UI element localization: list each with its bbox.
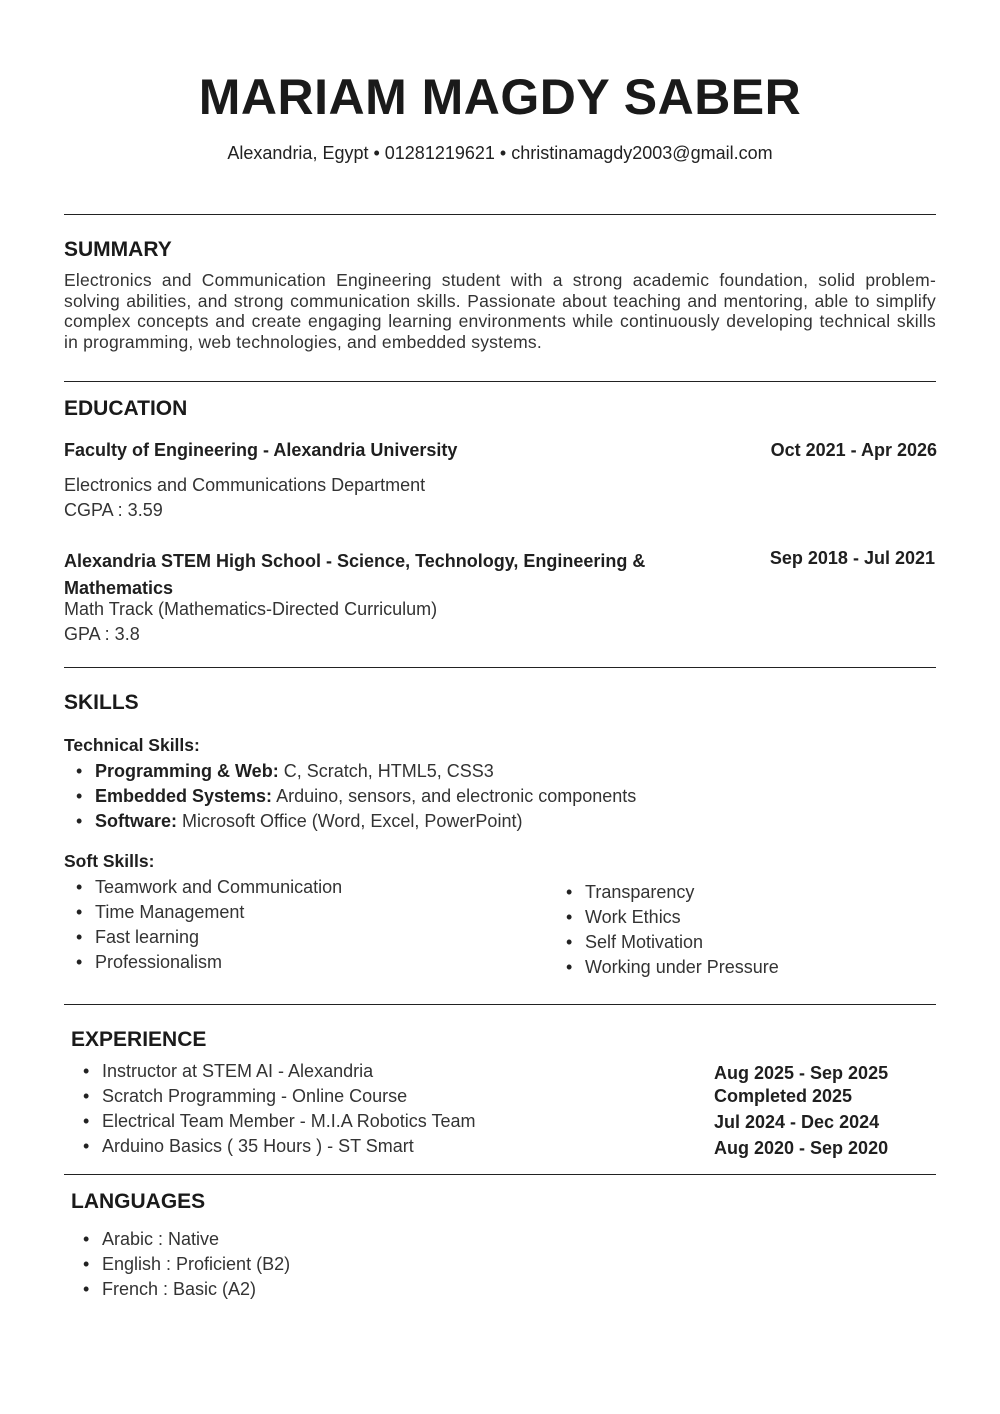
list-item: • Teamwork and Communication <box>64 875 524 900</box>
skills-heading: SKILLS <box>64 691 139 714</box>
education-title: Faculty of Engineering - Alexandria University <box>64 440 458 460</box>
divider <box>64 1174 936 1175</box>
candidate-name: MARIAM MAGDY SABER <box>198 69 802 125</box>
list-item: • Professionalism <box>64 950 524 975</box>
list-item: • Time Management <box>64 900 524 925</box>
experience-date: Completed 2025 <box>714 1086 853 1106</box>
skill-category: Programming & Web: <box>95 761 279 781</box>
experience-date: Aug 2020 - Sep 2020 <box>714 1138 889 1158</box>
soft-skills-list-right <box>554 880 934 980</box>
list-item: • Electrical Team Member - M.I.A Robotics Team <box>71 1109 691 1134</box>
skill-value: Microsoft Office (Word, Excel, PowerPoint) <box>177 811 523 831</box>
list-item: • Arabic : Native <box>71 1227 571 1252</box>
skill-value: C, Scratch, HTML5, CSS3 <box>278 761 494 781</box>
list-item: • Scratch Programming - Online Course <box>71 1084 691 1109</box>
summary-heading: SUMMARY <box>64 238 172 261</box>
languages-list <box>71 1227 571 1302</box>
list-item <box>64 759 864 784</box>
list-item: • French : Basic (A2) <box>71 1277 571 1302</box>
education-gpa: CGPA : 3.59 <box>64 500 163 520</box>
education-heading: EDUCATION <box>64 397 188 420</box>
languages-heading: LANGUAGES <box>71 1190 206 1213</box>
list-item: • Instructor at STEM AI - Alexandria <box>71 1059 691 1084</box>
list-item: • Work Ethics <box>554 905 934 930</box>
divider <box>64 667 936 668</box>
education-dates: Oct 2021 - Apr 2026 <box>770 440 937 460</box>
list-item: • Working under Pressure <box>554 955 934 980</box>
soft-skills-list-left <box>64 875 524 975</box>
list-item: • Transparency <box>554 880 934 905</box>
technical-skills-label: Technical Skills: <box>64 735 200 755</box>
education-detail: Math Track (Mathematics-Directed Curriculum) <box>64 599 438 619</box>
divider <box>64 381 936 382</box>
experience-dates <box>714 1061 934 1161</box>
list-item: • Arduino Basics ( 35 Hours ) - ST Smart <box>71 1134 691 1159</box>
soft-skills-label: Soft Skills: <box>64 851 155 871</box>
list-item <box>64 809 864 834</box>
skill-value: Arduino, sensors, and electronic components <box>272 786 637 806</box>
technical-skills-list <box>64 759 864 834</box>
experience-list <box>71 1059 691 1159</box>
list-item <box>64 784 864 809</box>
summary-text: Electronics and Communication Engineering student with a strong academic foundation, solid problem-solving abilities, and strong communication skills. Passionate about teaching and mentoring, able to simplify complex concepts and create engaging learning environments while continuously developing technical skills in programming, web technologies, and embedded systems. <box>64 270 936 352</box>
experience-date: Jul 2024 - Dec 2024 <box>714 1112 880 1132</box>
divider <box>64 214 936 215</box>
list-item: • Fast learning <box>64 925 524 950</box>
skill-category: Software: <box>95 811 178 831</box>
education-dates: Sep 2018 - Jul 2021 <box>769 548 935 568</box>
list-item: • Self Motivation <box>554 930 934 955</box>
experience-heading: EXPERIENCE <box>71 1028 207 1051</box>
divider <box>64 1004 936 1005</box>
experience-date: Aug 2025 - Sep 2025 <box>714 1063 889 1083</box>
education-gpa: GPA : 3.8 <box>64 624 140 644</box>
education-detail: Electronics and Communications Department <box>64 475 426 495</box>
skill-category: Embedded Systems: <box>95 786 273 806</box>
list-item: • English : Proficient (B2) <box>71 1252 571 1277</box>
education-title: Alexandria STEM High School - Science, Technology, Engineering & Mathematics <box>64 551 646 598</box>
contact-info: Alexandria, Egypt • 01281219621 • christinamagdy2003@gmail.com <box>227 143 773 163</box>
